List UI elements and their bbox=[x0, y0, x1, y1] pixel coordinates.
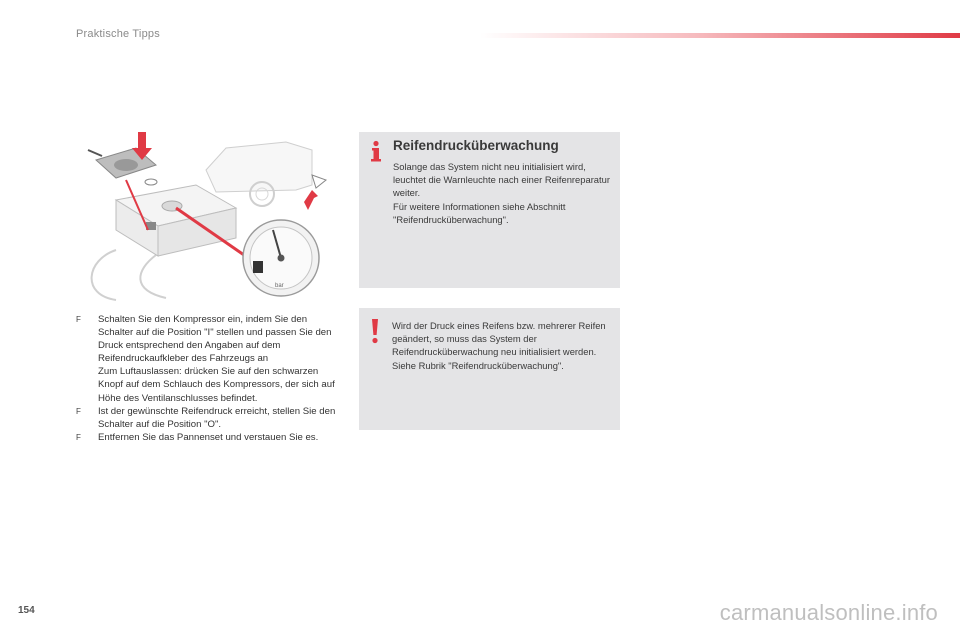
step-text: Schalten Sie den Kompressor ein, indem Sie den Schalter auf die Position "I" stellen und passen Sie den Druck entsprechend den Angaben auf dem Reifendruckaufkleber des Fahrzeugs an bbox=[98, 314, 332, 365]
step-item bbox=[76, 405, 338, 431]
step-bullet: F bbox=[76, 432, 81, 442]
compressor-illustration bbox=[76, 130, 340, 302]
info-paragraph: Solange das System nicht neu initialisiert wird, leuchtet die Warnleuchte nach einer Reifenreparatur weiter. bbox=[393, 161, 610, 199]
watermark: carmanualsonline.info bbox=[719, 600, 938, 625]
section-title: Praktische Tipps bbox=[76, 28, 160, 40]
step-bullet: F bbox=[76, 406, 81, 416]
step-text: Zum Luftauslassen: drücken Sie auf den schwarzen Knopf auf dem Schlauch des Kompressors, der sich auf Höhe des Ventilanschlusses befindet. bbox=[98, 366, 335, 404]
step-text: Entfernen Sie das Pannenset und verstauen Sie es. bbox=[98, 431, 319, 443]
step-text: Ist der gewünschte Reifendruck erreicht, stellen Sie den Schalter auf die Position "O". bbox=[98, 405, 336, 430]
info-paragraph: Für weitere Informationen siehe Abschnitt "Reifendrucküberwachung". bbox=[393, 200, 566, 225]
gauge-unit-label: bar bbox=[275, 283, 284, 289]
instruction-steps bbox=[76, 313, 338, 444]
step-bullet: F bbox=[76, 315, 81, 324]
step-item bbox=[76, 431, 338, 444]
info-box-text bbox=[393, 160, 613, 226]
page-number: 154 bbox=[18, 605, 35, 616]
warning-box bbox=[359, 308, 620, 430]
info-box bbox=[359, 132, 620, 288]
warning-box-text bbox=[392, 319, 614, 372]
info-box-title: Reifendrucküberwachung bbox=[393, 138, 559, 153]
info-icon bbox=[367, 140, 385, 162]
step-item bbox=[76, 313, 338, 365]
step-item bbox=[76, 365, 338, 404]
warning-paragraph: Wird der Druck eines Reifens bzw. mehrerer Reifen geändert, so muss das System der Reifendrucküberwachung neu initialisiert werden. bbox=[392, 320, 606, 358]
warning-paragraph: Siehe Rubrik "Reifendrucküberwachung". bbox=[392, 359, 564, 371]
header-accent-bar bbox=[480, 33, 960, 38]
exclamation-icon bbox=[367, 318, 383, 344]
